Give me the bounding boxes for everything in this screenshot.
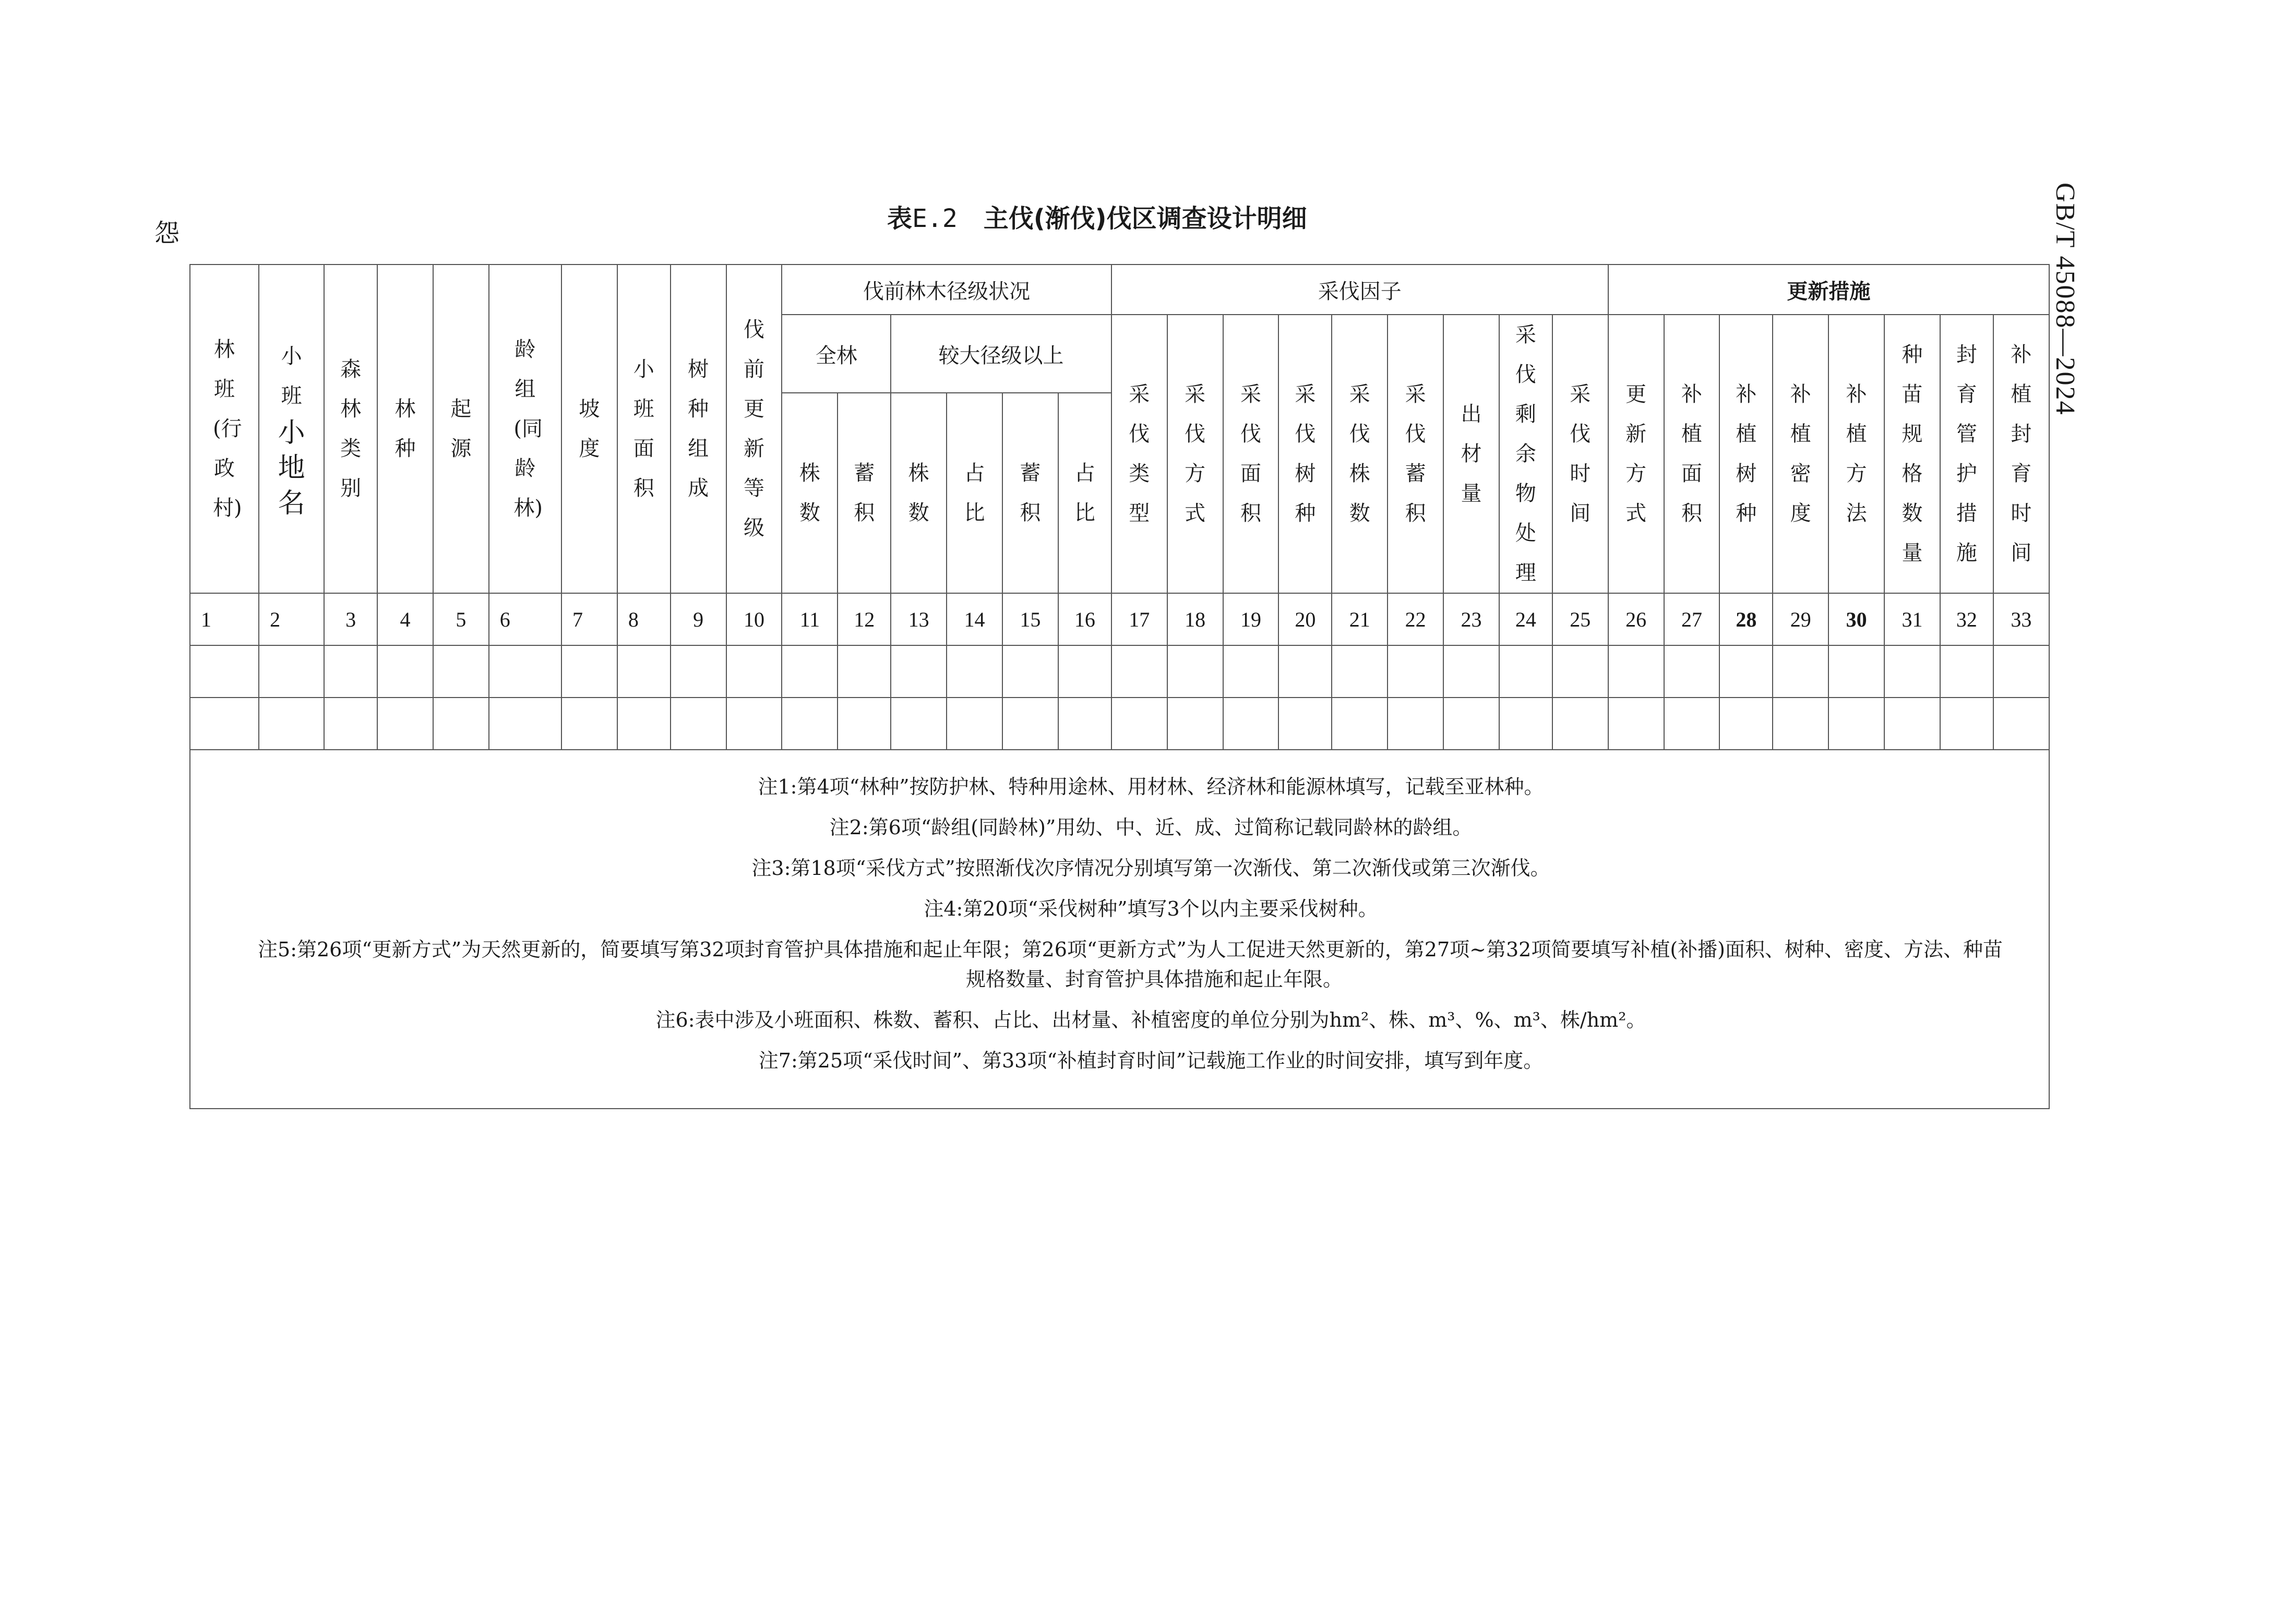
col-header-replanting-method: 补植方法 [1828,315,1884,593]
col-header-felling-volume: 采伐蓄积 [1388,315,1443,593]
col-header-replanting-time: 补植封育时间 [1993,315,2049,593]
col-header-forest-type: 林种 [377,265,433,593]
table-cell[interactable] [1664,645,1720,698]
column-number: 22 [1388,593,1443,645]
group-header-pre-felling: 伐前林木径级状况 [782,265,1111,315]
col-header-forest-compartment: 林班(行政村) [190,265,259,593]
note-2: 注2:第6项“龄组(同龄林)”用幼、中、近、成、过简称记载同龄林的龄组。 [829,815,1473,839]
table-cell[interactable] [1884,698,1940,750]
table-cell[interactable] [433,645,489,698]
column-number: 31 [1884,593,1940,645]
table-cell[interactable] [1111,698,1167,750]
column-number: 9 [671,593,726,645]
column-number-row [190,593,2049,645]
notes-cell [190,750,2049,1109]
table-cell[interactable] [1167,698,1223,750]
table-cell[interactable] [891,645,947,698]
table-cell[interactable] [1773,698,1828,750]
table-cell[interactable] [1002,698,1058,750]
table-cell[interactable] [1002,645,1058,698]
column-number: 21 [1332,593,1388,645]
table-cell[interactable] [1388,645,1443,698]
table-cell[interactable] [1332,645,1388,698]
column-number: 5 [433,593,489,645]
title-prefix: 表 [887,204,913,233]
column-number: 8 [617,593,671,645]
table-cell[interactable] [1719,698,1773,750]
col-header-all-volume: 蓄积 [838,393,891,593]
col-header-felling-time: 采伐时间 [1552,315,1608,593]
col-header-replanting-density: 补植密度 [1773,315,1828,593]
column-number: 19 [1223,593,1279,645]
col-header-age-group: 龄组(同龄林) [489,265,561,593]
column-number: 11 [782,593,838,645]
table-cell[interactable] [1773,645,1828,698]
column-number: 25 [1552,593,1608,645]
table-cell[interactable] [1332,698,1388,750]
title-code: E.2 [912,204,958,233]
column-number: 10 [726,593,782,645]
table-cell[interactable] [561,645,617,698]
table-cell[interactable] [1608,645,1664,698]
table-cell[interactable] [782,698,838,750]
table-cell[interactable] [1552,645,1608,698]
note-3: 注3:第18项“采伐方式”按照渐伐次序情况分别填写第一次渐伐、第二次渐伐或第三次渐伐。 [751,856,1550,880]
col-header-replanting-species: 补植树种 [1719,315,1773,593]
table-cell[interactable] [324,698,377,750]
table-cell[interactable] [1828,698,1884,750]
column-number: 23 [1443,593,1499,645]
table-cell[interactable] [1552,698,1608,750]
column-number: 16 [1058,593,1111,645]
table-cell[interactable] [891,698,947,750]
col-header-sub-compartment: 小班 小地名 [259,265,324,593]
table-cell[interactable] [1664,698,1720,750]
group-header-regeneration: 更新措施 [1608,265,2049,315]
column-number: 1 [190,593,259,645]
col-header-slope: 坡度 [561,265,617,593]
col-header-seedling-spec: 种苗规格数量 [1884,315,1940,593]
table-cell[interactable] [1223,698,1279,750]
table-cell[interactable] [838,645,891,698]
table-cell[interactable] [377,698,433,750]
col-header-felling-type: 采伐类型 [1111,315,1167,593]
empty-data-row [190,698,2049,750]
column-number: 29 [1773,593,1828,645]
table-cell[interactable] [259,698,324,750]
table-cell[interactable] [1058,698,1111,750]
title-text: 主伐(渐伐)伐区调查设计明细 [983,204,1307,233]
column-number: 18 [1167,593,1223,645]
table-cell[interactable] [671,698,726,750]
column-number: 2 [259,593,324,645]
table-cell[interactable] [726,698,782,750]
column-number: 3 [324,593,377,645]
table-cell[interactable] [782,645,838,698]
table-cell[interactable] [190,698,259,750]
col-header-timber-output: 出材量 [1443,315,1499,593]
table-cell[interactable] [1719,645,1773,698]
table-cell[interactable] [1993,698,2049,750]
table-cell[interactable] [726,645,782,698]
column-number: 28 [1719,593,1773,645]
table-cell[interactable] [1278,698,1332,750]
column-number: 15 [1002,593,1058,645]
column-number: 30 [1828,593,1884,645]
col-header-regeneration-method: 更新方式 [1608,315,1664,593]
empty-data-row [190,645,2049,698]
table-cell[interactable] [190,645,259,698]
group-header-large-diameter: 较大径级以上 [891,315,1111,393]
col-header-sub-compartment-area: 小班面积 [617,265,671,593]
standard-code: GB/T 45088—2024 [2050,183,2080,416]
table-cell[interactable] [947,698,1002,750]
note-4: 注4:第20项“采伐树种”填写3个以内主要采伐树种。 [924,897,1378,920]
column-number: 13 [891,593,947,645]
column-number: 6 [489,593,561,645]
table-cell[interactable] [1828,645,1884,698]
col-header-felling-method: 采伐方式 [1167,315,1223,593]
corner-mark: 怨 [154,219,180,248]
table-title [887,198,1307,234]
col-header-forest-category: 森林类别 [324,265,377,593]
table-cell[interactable] [489,645,561,698]
col-header-felling-area: 采伐面积 [1223,315,1279,593]
column-number: 26 [1608,593,1664,645]
col-header-all-tree-count: 株数 [782,393,838,593]
col-header-replanting-area: 补植面积 [1664,315,1720,593]
table-cell[interactable] [377,645,433,698]
table-cell[interactable] [1223,645,1279,698]
col-header-species-composition: 树种组成 [671,265,726,593]
col-header-residue-treatment: 采伐剩余物处理 [1499,315,1552,593]
table-cell[interactable] [1388,698,1443,750]
table-cell[interactable] [1167,645,1223,698]
table-cell[interactable] [1608,698,1664,750]
table-cell[interactable] [1499,698,1552,750]
table-cell[interactable] [1884,645,1940,698]
column-number: 27 [1664,593,1720,645]
col-header-large-volume-ratio: 占比 [1058,393,1111,593]
column-number: 4 [377,593,433,645]
table-cell[interactable] [324,645,377,698]
col-header-enclosure-measures: 封育管护措施 [1940,315,1993,593]
table-cell[interactable] [1111,645,1167,698]
group-header-all-forest: 全林 [782,315,891,393]
column-number: 32 [1940,593,1993,645]
table-cell[interactable] [838,698,891,750]
col-header-large-count-ratio: 占比 [947,393,1002,593]
table-cell[interactable] [1499,645,1552,698]
table-cell[interactable] [1940,698,1993,750]
table-cell[interactable] [433,698,489,750]
table-cell[interactable] [617,698,671,750]
col-header-large-volume: 蓄积 [1002,393,1058,593]
col-header-origin: 起源 [433,265,489,593]
table-cell[interactable] [1940,645,1993,698]
table-cell[interactable] [1278,645,1332,698]
col-header-pre-felling-regeneration-grade: 伐前更新等级 [726,265,782,593]
note-5: 注5:第26项“更新方式”为天然更新的，简要填写第32项封育管护具体措施和起止年限；第26项“更新方式”为人工促进天然更新的，第27项~第32项简要填写补植(补播)面积、树种、密度、方法、种苗规格数量、封育管护具体措施和起止年限。 [258,938,2003,991]
column-number: 12 [838,593,891,645]
table-cell[interactable] [947,645,1002,698]
felling-design-table [189,264,2050,1109]
column-number: 7 [561,593,617,645]
table-cell[interactable] [259,645,324,698]
column-number: 17 [1111,593,1167,645]
note-1: 注1:第4项“林种”按防护林、特种用途林、用材林、经济林和能源林填写，记载至亚林种。 [758,775,1544,798]
table-cell[interactable] [489,698,561,750]
column-number: 14 [947,593,1002,645]
note-7: 注7:第25项“采伐时间”、第33项“补植封育时间”记载施工作业的时间安排，填写到年度。 [758,1049,1544,1072]
col-header-place-name: 小地名 [278,417,305,519]
table-cell[interactable] [1443,698,1499,750]
table-cell[interactable] [617,645,671,698]
col-header-felling-species: 采伐树种 [1278,315,1332,593]
column-number: 33 [1993,593,2049,645]
group-header-felling-factors: 采伐因子 [1111,265,1608,315]
note-6: 注6:表中涉及小班面积、株数、蓄积、占比、出材量、补植密度的单位分别为hm²、株、m³、%、m³、株/hm²。 [655,1008,1646,1031]
column-number: 24 [1499,593,1552,645]
col-header-large-tree-count: 株数 [891,393,947,593]
table-cell[interactable] [1993,645,2049,698]
table-cell[interactable] [561,698,617,750]
table-cell[interactable] [671,645,726,698]
table-cell[interactable] [1058,645,1111,698]
col-header-felling-tree-count: 采伐株数 [1332,315,1388,593]
table-cell[interactable] [1443,645,1499,698]
column-number: 20 [1278,593,1332,645]
